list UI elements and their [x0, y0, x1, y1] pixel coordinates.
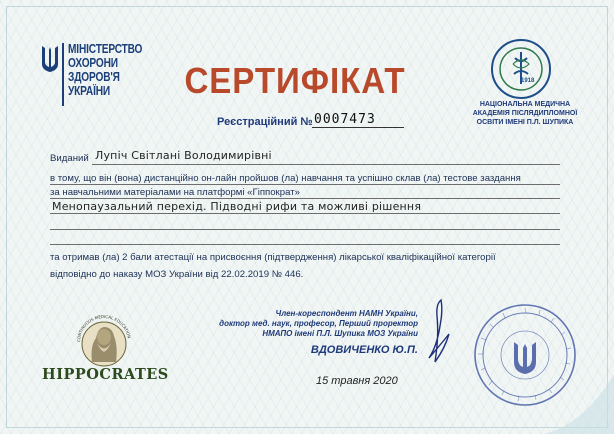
academy-name: НАЦІОНАЛЬНА МЕДИЧНА АКАДЕМІЯ ПІСЛЯДИПЛОМНОЇ ОСВІТИ ІМЕНІ П.Л. ШУПИКА [472, 101, 578, 126]
hippocrates-ring-text: CONTINUOUS MEDICAL EDUCATION [75, 313, 132, 343]
recipient-underline [92, 164, 560, 165]
body-line-completed: в тому, що він (вона) дистанційно он-лайн пройшов (ла) навчання та успішно склав (ла) тестове заздання [50, 173, 521, 184]
academy-year: 1918 [521, 78, 535, 84]
hippocrates-logo-icon [72, 310, 136, 374]
hippocrates-label: HIPPOCRATES [42, 366, 169, 383]
academy-logo-icon [490, 38, 552, 100]
certificate-title: СЕРТИФІКАТ [184, 60, 406, 101]
blank-underline-2 [50, 244, 560, 245]
recipient-name: Лупіч Світлані Володимирівні [95, 149, 272, 162]
ministry-name: МІНІСТЕРСТВО ОХОРОНИ ЗДОРОВ'Я УКРАЇНИ [68, 41, 143, 98]
body-line-platform: за навчальними матеріалами на платформі «Гіппократ» [50, 187, 300, 198]
blank-underline-1 [50, 229, 560, 230]
signatory-titles: Член-кореспондент НАМН України, доктор мед. наук, професор, Перший проректор НМАПО імені П.Л. Шупика МОЗ України [219, 309, 418, 338]
body-underline-2 [50, 198, 560, 199]
course-title: Менопаузальний перехід. Підводні рифи та можливі рішення [52, 200, 422, 213]
ministry-divider [62, 43, 64, 106]
signatory-name: ВДОВИЧЕНКО Ю.П. [310, 344, 418, 356]
body-line-order: відповідно до наказу МОЗ України від 22.02.2019 № 446. [50, 269, 304, 280]
issue-date: 15 травня 2020 [316, 375, 398, 387]
course-underline [50, 213, 560, 214]
issued-label: Виданий [50, 153, 89, 164]
corner-decoration [524, 364, 614, 434]
body-underline-1 [50, 184, 560, 185]
trident-icon [40, 44, 60, 74]
registration-number: 0007473 [312, 112, 404, 128]
body-line-points: та отримав (ла) 2 бали атестації на присвоєння (підтвердження) лікарської кваліфікаційної категорії [50, 252, 496, 263]
registration-label: Реєстраційний № [217, 116, 313, 128]
handwritten-signature [405, 296, 465, 366]
